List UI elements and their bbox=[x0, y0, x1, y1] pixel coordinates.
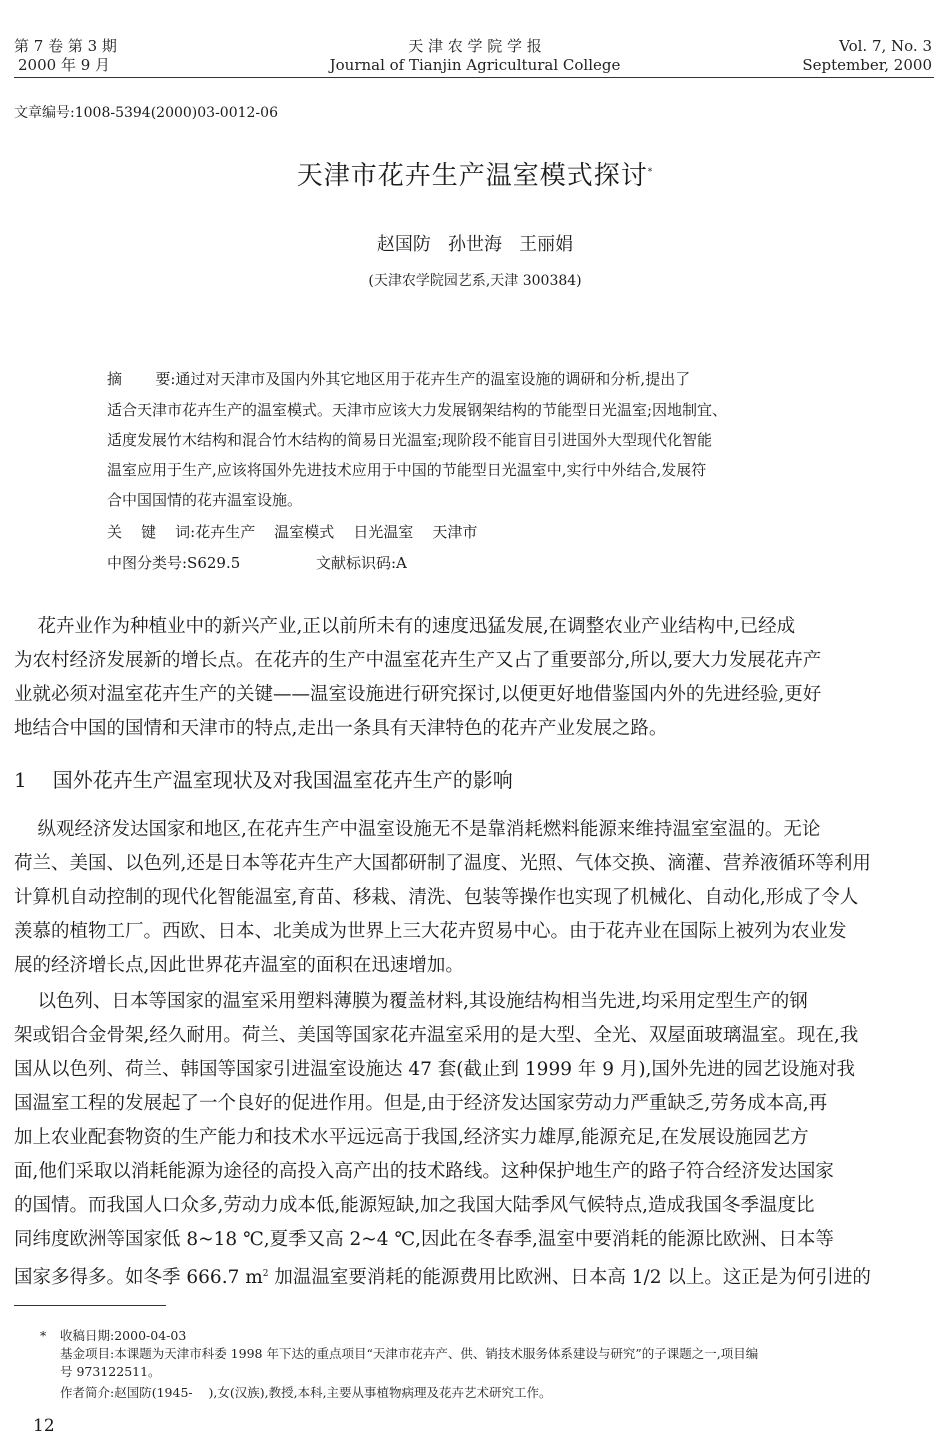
intro-line: 业就必须对温室花卉生产的关键——温室设施进行研究探讨,以便更好地借鉴国内外的先进经验,更好 bbox=[14, 684, 822, 705]
body-line: 展的经济增长点,因此世界花卉温室的面积在迅速增加。 bbox=[14, 955, 464, 976]
title-text: 天津市花卉生产温室模式探讨 bbox=[296, 161, 648, 191]
authors: 赵国防 孙世海 王丽娟 bbox=[376, 234, 574, 255]
body-line: 计算机自动控制的现代化智能温室,育苗、移栽、清洗、包装等操作也实现了机械化、自动化,形成了令人 bbox=[14, 887, 859, 908]
abstract-line: 适合天津市花卉生产的温室模式。天津市应该大力发展钢架结构的节能型日光温室;因地制宜、 bbox=[107, 401, 728, 419]
body-line: 纵观经济发达国家和地区,在花卉生产中温室设施无不是靠消耗燃料能源来维持温室室温的。无论 bbox=[14, 819, 821, 840]
section-number: 1 bbox=[14, 768, 27, 792]
footnote-received: 收稿日期:2000-04-03 bbox=[60, 1328, 187, 1343]
superscript: 2 bbox=[262, 1269, 269, 1279]
footnote-mark: * bbox=[40, 1328, 47, 1343]
intro-line: 为农村经济发展新的增长点。在花卉的生产中温室花卉生产又占了重要部分,所以,要大力发展花卉产 bbox=[14, 650, 822, 671]
abstract-line: 摘 要:通过对天津市及国内外其它地区用于花卉生产的温室设施的调研和分析,提出了 bbox=[107, 370, 691, 388]
body-line: 的国情。而我国人口众多,劳动力成本低,能源短缺,加之我国大陆季风气候特点,造成我国冬季温度比 bbox=[14, 1195, 815, 1216]
footnote-rule bbox=[14, 1305, 166, 1306]
classification-number: 中图分类号:S629.5 bbox=[107, 554, 241, 572]
body-line: 加上农业配套物资的生产能力和技术水平远远高于我国,经济实力雄厚,能源充足,在发展设施园艺方 bbox=[14, 1127, 809, 1148]
title-footnote-mark: * bbox=[647, 167, 654, 178]
keywords: 关 键 词:花卉生产 温室模式 日光温室 天津市 bbox=[107, 523, 478, 541]
body-line bbox=[14, 1263, 932, 1289]
footnote-author-bio: 作者简介:赵国防(1945- ),女(汉族),教授,本科,主要从事植物病理及花卉艺术研究工作。 bbox=[60, 1385, 552, 1400]
body-line: 以色列、日本等国家的温室采用塑料薄膜为覆盖材料,其设施结构相当先进,均采用定型生产的钢 bbox=[14, 991, 808, 1012]
section-title: 国外花卉生产温室现状及对我国温室花卉生产的影响 bbox=[52, 768, 513, 792]
page-number: 12 bbox=[33, 1416, 55, 1436]
body-line: 架或铝合金骨架,经久耐用。荷兰、美国等国家花卉温室采用的是大型、全光、双屋面玻璃温室。现在,我 bbox=[14, 1025, 859, 1046]
header-journal-en: Journal of Tianjin Agricultural College bbox=[329, 56, 621, 74]
abstract-line: 温室应用于生产,应该将国外先进技术应用于中国的节能型日光温室中,实行中外结合,发展符 bbox=[107, 461, 707, 479]
intro-line: 地结合中国的国情和天津市的特点,走出一条具有天津特色的花卉产业发展之路。 bbox=[14, 718, 668, 739]
header-rule bbox=[14, 77, 934, 78]
header-date: 2000 年 9 月 bbox=[18, 56, 111, 74]
document-code: 文献标识码:A bbox=[316, 554, 407, 572]
body-line: 荷兰、美国、以色列,还是日本等花卉生产大国都研制了温度、光照、气体交换、滴灌、营养液循环等利用 bbox=[14, 853, 871, 874]
abstract-line: 合中国国情的花卉温室设施。 bbox=[107, 491, 303, 509]
body-line: 国从以色列、荷兰、韩国等国家引进温室设施达 47 套(截止到 1999 年 9 月),国外先进的园艺设施对我 bbox=[14, 1059, 855, 1080]
footnote-fund: 号 973122511。 bbox=[60, 1364, 161, 1379]
body-line: 羡慕的植物工厂。西欧、日本、北美成为世界上三大花卉贸易中心。由于花卉业在国际上被列为农业发 bbox=[14, 921, 847, 942]
section-heading bbox=[14, 764, 513, 793]
header-volume-issue: 第 7 卷 第 3 期 bbox=[14, 37, 117, 55]
header-vol-no-en: Vol. 7, No. 3 bbox=[839, 37, 932, 55]
footnote-fund: 基金项目:本课题为天津市科委 1998 年下达的重点项目“天津市花卉产、供、销技术服务体系建设与研究”的子课题之一,项目编 bbox=[60, 1346, 759, 1361]
abstract-line: 适度发展竹木结构和混合竹木结构的简易日光温室;现阶段不能盲目引进国外大型现代化智能 bbox=[107, 431, 713, 449]
body-line: 同纬度欧洲等国家低 8~18 ℃,夏季又高 2~4 ℃,因此在冬春季,温室中要消耗的能源比欧洲、日本等 bbox=[14, 1229, 834, 1250]
body-line: 国温室工程的发展起了一个良好的促进作用。但是,由于经济发达国家劳动力严重缺乏,劳务成本高,再 bbox=[14, 1093, 828, 1114]
header-month-en: September, 2000 bbox=[802, 56, 932, 74]
body-line: 面,他们采取以消耗能源为途径的高投入高产出的技术路线。这种保护地生产的路子符合经济发达国家 bbox=[14, 1161, 834, 1182]
affiliation: (天津农学院园艺系,天津 300384) bbox=[368, 273, 582, 289]
body-line-text: 加温温室要消耗的能源费用比欧洲、日本高 1/2 以上。这正是为何引进的 bbox=[268, 1267, 871, 1289]
intro-line: 花卉业作为种植业中的新兴产业,正以前所未有的速度迅猛发展,在调整农业产业结构中,已经成 bbox=[14, 616, 796, 637]
page-title bbox=[0, 155, 950, 192]
body-line-text: 国家多得多。如冬季 666.7 m bbox=[14, 1267, 263, 1289]
article-id: 文章编号:1008-5394(2000)03-0012-06 bbox=[14, 105, 278, 121]
header-journal-cn: 天 津 农 学 院 学 报 bbox=[408, 37, 542, 55]
